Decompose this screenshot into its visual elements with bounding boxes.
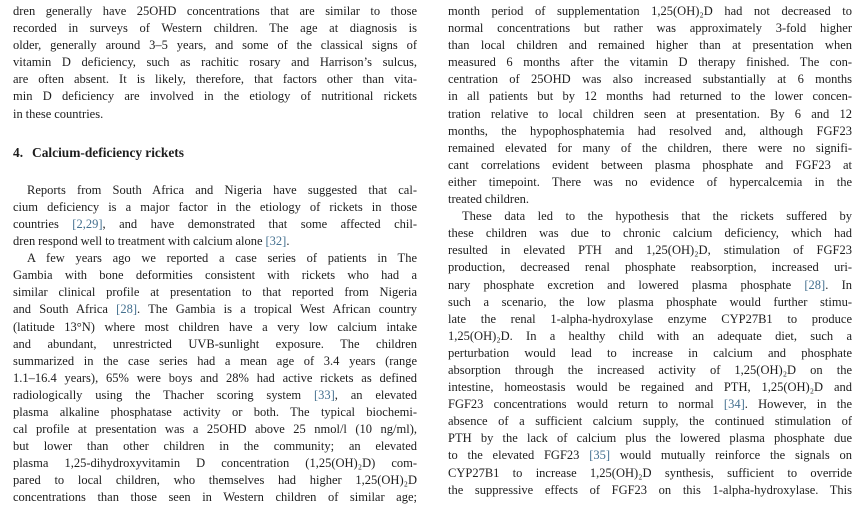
text-line: similar clinical profile at presentation to that reported from Nigeria [13,285,417,300]
text-line: dren generally have 25OHD concentrations that are similar to those [13,4,417,18]
text-line: perturbation would lead to increase in calcium and phosphate [448,345,852,360]
text-line: min D deficiency are involved in the etiology of nutritional rickets [13,89,417,104]
text-line: plasma alkaline phosphatase activity or both. The typical biochemi- [13,404,417,419]
citation-link[interactable]: [2,29] [72,216,103,231]
text-line: (latitude 13°N) where most children have a very low calcium intake [13,319,417,334]
text-line: treated children. [448,192,530,207]
text-line: month period of supplementation 1,25(OH)₂D had not decreased to [448,4,852,18]
text-line: absorption through the increased activity of 1,25(OH)₂D on the [448,362,852,377]
text-line: A few years ago we reported a case series of patients in The [27,251,417,266]
text-line: older, generally around 3–5 years, and some of the classical signs of [13,38,417,53]
text-line: recorded in surveys of Western children. The age at diagnosis is [13,21,417,36]
text-line: FGF23 concentrations would return to normal [34]. However, in the [448,397,852,412]
text-line: remained elevated for many of the children, there were no signifi- [448,140,852,155]
text-line: but lower than other children in the community; an elevated [13,439,417,454]
text-line: either timepoint. There was no evidence of hypercalcemia in the [448,174,852,189]
text-line: centration of 25OHD was also increased substantially at 6 months [448,72,852,87]
text-line: vitamin D deficiency, such as rachitic rosary and Harrison’s sulcus, [13,55,417,70]
citation-link[interactable]: [34] [723,397,745,412]
paragraph [448,208,852,499]
section-heading [13,144,417,161]
text-line: pared to local children, who themselves had higher 1,25(OH)₂D [13,473,417,488]
text-line: in all patients but by 12 months had returned to the lower concen- [448,89,852,104]
text-line: countries [2,29], and have demonstrated that some affected chil- [13,216,417,231]
text-line: cium deficiency is a major factor in the etiology of rickets in those [13,199,417,214]
text-line: normal concentrations but rather was approximately 3-fold higher [448,21,852,36]
paragraph [13,250,417,506]
text-column-right [448,3,852,499]
text-line: dren respond well to treatment with calcium alone [32]. [13,234,290,249]
text-line: are often absent. It is likely, therefore, that factors other than vita- [13,72,417,87]
text-line: cant correlations evident between plasma phosphate and FGF23 at [448,157,852,172]
text-line: cal profile at presentation was a 25OHD above 25 nmol/l (10 ng/ml), [13,422,417,437]
paragraph [13,182,417,250]
text-line: Reports from South Africa and Nigeria have suggested that cal- [27,182,417,197]
section-number: 4. [13,144,24,160]
section-title: Calcium-deficiency rickets [32,144,184,160]
text-line: measured 6 months after the vitamin D therapy finished. The con- [448,55,852,70]
text-line: to the elevated FGF23 [35] would mutually reinforce the signals on [448,448,852,463]
citation-link[interactable]: [32] [265,234,287,249]
citation-link[interactable]: [33] [313,387,335,402]
text-line: intestine, homeostasis would be regained and PTH, 1,25(OH)₂D and [448,380,852,395]
text-line: absence of a sufficient calcium supply, the continued stimulation of [448,414,852,429]
text-line: than local children and remained higher than at presentation when [448,38,852,53]
text-line: 1.1–16.4 years), 65% were boys and 28% had active rickets as defined [13,370,417,385]
text-line: late the renal 1-alpha-hydroxylase enzyme CYP27B1 to produce [448,311,852,326]
text-line: PTH by the lack of calcium plus the lowered plasma phosphate due [448,431,852,446]
citation-link[interactable]: [28] [804,277,826,292]
text-line: These data led to the hypothesis that the rickets suffered by [462,209,852,224]
text-line: and abundant, unrestricted UVB-sunlight exposure. The children [13,336,417,351]
text-line: such a scenario, the low plasma phosphate would further stimu- [448,294,852,309]
text-line: plasma 1,25-dihydroxyvitamin D concentration (1,25(OH)₂D) com- [13,456,417,471]
text-line: Gambia with bone deformities consistent with rickets who had a [13,268,417,283]
text-line: 1,25(OH)₂D. In a healthy child with an adequate diet, such a [448,328,852,343]
text-line: these children was due to chronic calcium deficiency, which had [448,226,852,241]
text-line: in these countries. [13,106,104,121]
text-line: radiologically using the Thacher scoring system [33], an elevated [13,387,417,402]
text-line: tration relative to local children seen at presentation. By 6 and 12 [448,106,852,121]
citation-link[interactable]: [35] [589,448,611,463]
text-line: the suppressive effects of FGF23 on this 1-alpha-hydroxylase. This [448,482,852,497]
text-line: resulted in elevated PTH and 1,25(OH)₂D, stimulation of FGF23 [448,243,852,258]
paragraph [13,3,417,123]
citation-link[interactable]: [28] [116,302,137,317]
text-line: and South Africa [28]. The Gambia is a tropical West African country [13,302,417,317]
text-line: concentrations than those seen in Western children of similar age; [13,490,417,505]
text-column-left [13,3,417,507]
text-line: months, the hypophosphatemia had resolved and, although FGF23 [448,123,852,138]
paragraph [448,3,852,208]
text-line: production, decreased renal phosphate reabsorption, increased uri- [448,260,852,275]
text-line: summarized in the case series had a mean age of 3.4 years (range [13,353,417,368]
text-line: nary phosphate excretion and lowered plasma phosphate [28]. In [448,277,852,292]
text-line: CYP27B1 to increase 1,25(OH)₂D synthesis, sufficient to override [448,465,852,480]
